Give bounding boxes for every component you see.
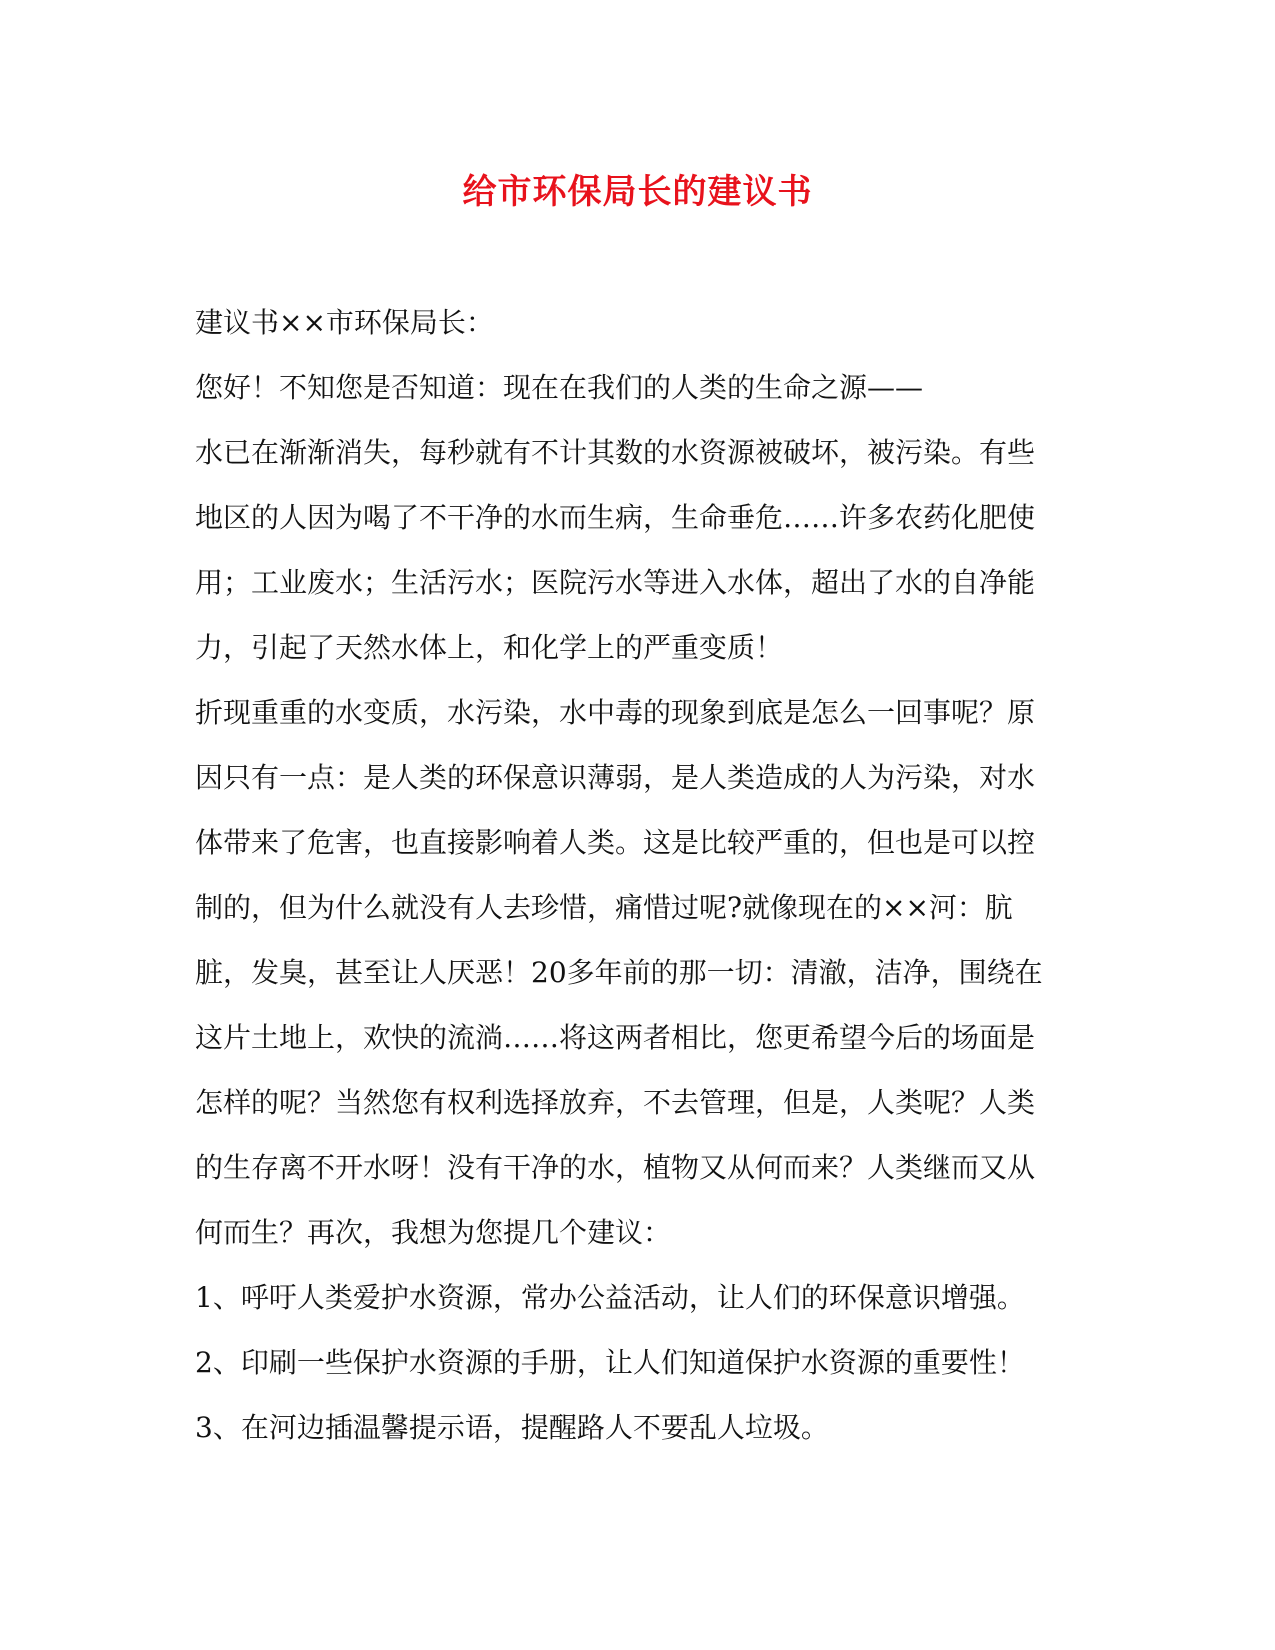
suggestion-item-1: 1、呼吁人类爱护水资源，常办公益活动，让人们的环保意识增强。 (195, 1281, 1025, 1314)
body-line-salutation: 建议书××市环保局长： (195, 306, 494, 339)
body-line: 水已在渐渐消失，每秒就有不计其数的水资源被破坏，被污染。有些 (195, 436, 1036, 469)
body-line: 制的，但为什么就没有人去珍惜，痛惜过呢?就像现在的××河：肮 (195, 891, 1013, 924)
body-line: 折现重重的水变质，水污染，水中毒的现象到底是怎么一回事呢？原 (195, 696, 1036, 729)
body-line: 力，引起了天然水体上，和化学上的严重变质！ (195, 631, 784, 664)
body-line: 您好！不知您是否知道：现在在我们的人类的生命之源—— (195, 371, 924, 404)
document-body (195, 290, 1080, 1460)
body-line: 因只有一点：是人类的环保意识薄弱，是人类造成的人为污染，对水 (195, 761, 1036, 794)
document-title: 给市环保局长的建议书 (462, 172, 813, 212)
body-line: 脏，发臭，甚至让人厌恶！20多年前的那一切：清澈，洁净，围绕在 (195, 956, 1043, 989)
body-line: 何而生？再次，我想为您提几个建议： (195, 1216, 672, 1249)
body-line: 用；工业废水；生活污水；医院污水等进入水体，超出了水的自净能 (195, 566, 1036, 599)
suggestion-item-3: 3、在河边插温馨提示语，提醒路人不要乱人垃圾。 (195, 1411, 829, 1444)
body-line: 这片土地上，欢快的流淌……将这两者相比，您更希望今后的场面是 (195, 1021, 1036, 1054)
body-line: 体带来了危害，也直接影响着人类。这是比较严重的，但也是可以控 (195, 826, 1036, 859)
body-line: 的生存离不开水呀！没有干净的水，植物又从何而来？人类继而又从 (195, 1151, 1036, 1184)
body-line: 地区的人因为喝了不干净的水而生病，生命垂危……许多农药化肥使 (195, 501, 1036, 534)
body-line: 怎样的呢？当然您有权利选择放弃，不去管理，但是，人类呢？人类 (195, 1086, 1036, 1119)
suggestion-item-2: 2、印刷一些保护水资源的手册，让人们知道保护水资源的重要性！ (195, 1346, 1025, 1379)
